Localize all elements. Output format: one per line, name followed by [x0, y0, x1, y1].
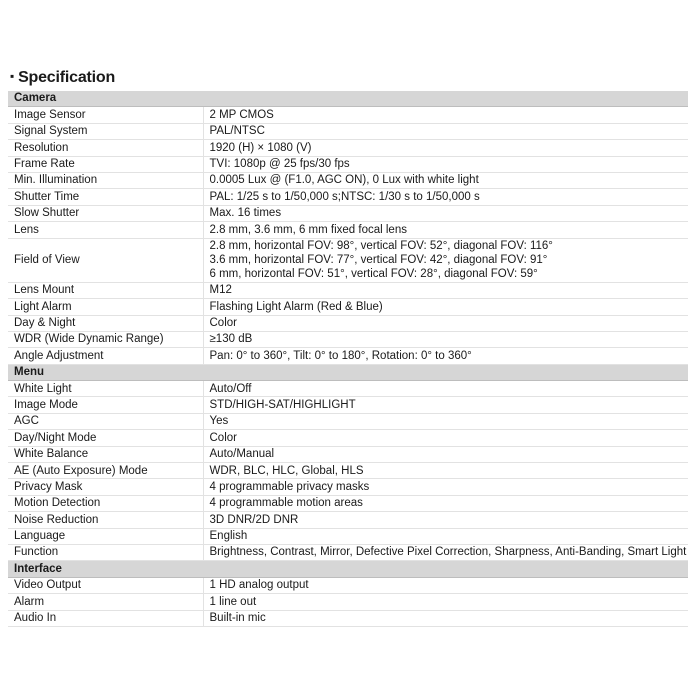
table-row [8, 397, 688, 413]
spec-value: M12 [203, 282, 688, 298]
spec-label: Motion Detection [8, 495, 203, 511]
spec-value: Built-in mic [203, 610, 688, 626]
spec-value: English [203, 528, 688, 544]
spec-value [203, 238, 688, 282]
spec-label: Language [8, 528, 203, 544]
spec-value: 2 MP CMOS [203, 107, 688, 123]
fov-line: 2.8 mm, horizontal FOV: 98°, vertical FOV: 52°, diagonal FOV: 116° [209, 239, 553, 252]
spec-value: 1920 (H) × 1080 (V) [203, 140, 688, 156]
specification-table [8, 91, 688, 627]
spec-value: 1 line out [203, 594, 688, 610]
table-row [8, 189, 688, 205]
spec-label: White Balance [8, 446, 203, 462]
table-row [8, 413, 688, 429]
spec-label: Slow Shutter [8, 205, 203, 221]
section-title: Menu [8, 364, 688, 380]
spec-value: Yes [203, 413, 688, 429]
spec-label: Day & Night [8, 315, 203, 331]
section-header-menu [8, 364, 688, 380]
spec-label: Signal System [8, 123, 203, 139]
table-row [8, 544, 688, 560]
spec-value: 3D DNR/2D DNR [203, 512, 688, 528]
table-row [8, 528, 688, 544]
spec-label: White Light [8, 381, 203, 397]
spec-label: Shutter Time [8, 189, 203, 205]
bullet-icon: ▪ [10, 69, 15, 83]
spec-value: 4 programmable privacy masks [203, 479, 688, 495]
spec-label: Min. Illumination [8, 172, 203, 188]
spec-value: STD/HIGH-SAT/HIGHLIGHT [203, 397, 688, 413]
table-row [8, 479, 688, 495]
spec-label: Privacy Mask [8, 479, 203, 495]
table-row [8, 140, 688, 156]
spec-value: Auto/Manual [203, 446, 688, 462]
spec-value: Brightness, Contrast, Mirror, Defective Pixel Correction, Sharpness, Anti-Banding, Smart Light [203, 544, 688, 560]
spec-value: 2.8 mm, 3.6 mm, 6 mm fixed focal lens [203, 222, 688, 238]
spec-value: Auto/Off [203, 381, 688, 397]
table-row [8, 156, 688, 172]
section-header-camera [8, 91, 688, 107]
spec-value: Flashing Light Alarm (Red & Blue) [203, 299, 688, 315]
spec-value: 1 HD analog output [203, 577, 688, 593]
spec-label: Video Output [8, 577, 203, 593]
spec-label: Resolution [8, 140, 203, 156]
spec-label: Image Mode [8, 397, 203, 413]
table-row [8, 446, 688, 462]
section-title: Camera [8, 91, 688, 107]
table-row [8, 331, 688, 347]
spec-label: Light Alarm [8, 299, 203, 315]
spec-label: Alarm [8, 594, 203, 610]
spec-label: Noise Reduction [8, 512, 203, 528]
fov-line: 6 mm, horizontal FOV: 51°, vertical FOV: 28°, diagonal FOV: 59° [209, 268, 538, 281]
table-row [8, 463, 688, 479]
spec-label: Image Sensor [8, 107, 203, 123]
spec-label: Day/Night Mode [8, 430, 203, 446]
table-row [8, 495, 688, 511]
spec-value: Max. 16 times [203, 205, 688, 221]
table-row [8, 107, 688, 123]
table-row [8, 594, 688, 610]
table-row [8, 381, 688, 397]
table-row [8, 282, 688, 298]
table-row [8, 577, 688, 593]
spec-label: Audio In [8, 610, 203, 626]
spec-value: PAL/NTSC [203, 123, 688, 139]
spec-label: Lens [8, 222, 203, 238]
page-title-text: Specification [18, 69, 116, 86]
table-row [8, 299, 688, 315]
spec-value: Pan: 0° to 360°, Tilt: 0° to 180°, Rotation: 0° to 360° [203, 348, 688, 364]
table-row [8, 172, 688, 188]
spec-label: AGC [8, 413, 203, 429]
page-title [10, 69, 115, 87]
spec-value: 4 programmable motion areas [203, 495, 688, 511]
fov-line: 3.6 mm, horizontal FOV: 77°, vertical FOV: 42°, diagonal FOV: 91° [209, 253, 548, 266]
spec-label: Field of View [8, 238, 203, 282]
table-row [8, 205, 688, 221]
spec-label: Angle Adjustment [8, 348, 203, 364]
spec-value: WDR, BLC, HLC, Global, HLS [203, 463, 688, 479]
spec-value: PAL: 1/25 s to 1/50,000 s;NTSC: 1/30 s to 1/50,000 s [203, 189, 688, 205]
table-row [8, 315, 688, 331]
table-row [8, 512, 688, 528]
spec-value: Color [203, 315, 688, 331]
table-row [8, 238, 688, 282]
spec-label: Frame Rate [8, 156, 203, 172]
section-title: Interface [8, 561, 688, 577]
spec-label: WDR (Wide Dynamic Range) [8, 331, 203, 347]
spec-value: ≥130 dB [203, 331, 688, 347]
section-header-interface [8, 561, 688, 577]
table-row [8, 222, 688, 238]
spec-label: Lens Mount [8, 282, 203, 298]
spec-value: Color [203, 430, 688, 446]
spec-value: 0.0005 Lux @ (F1.0, AGC ON), 0 Lux with white light [203, 172, 688, 188]
spec-label: AE (Auto Exposure) Mode [8, 463, 203, 479]
table-row [8, 430, 688, 446]
table-row [8, 123, 688, 139]
spec-value: TVI: 1080p @ 25 fps/30 fps [203, 156, 688, 172]
table-row [8, 348, 688, 364]
spec-label: Function [8, 544, 203, 560]
table-row [8, 610, 688, 626]
